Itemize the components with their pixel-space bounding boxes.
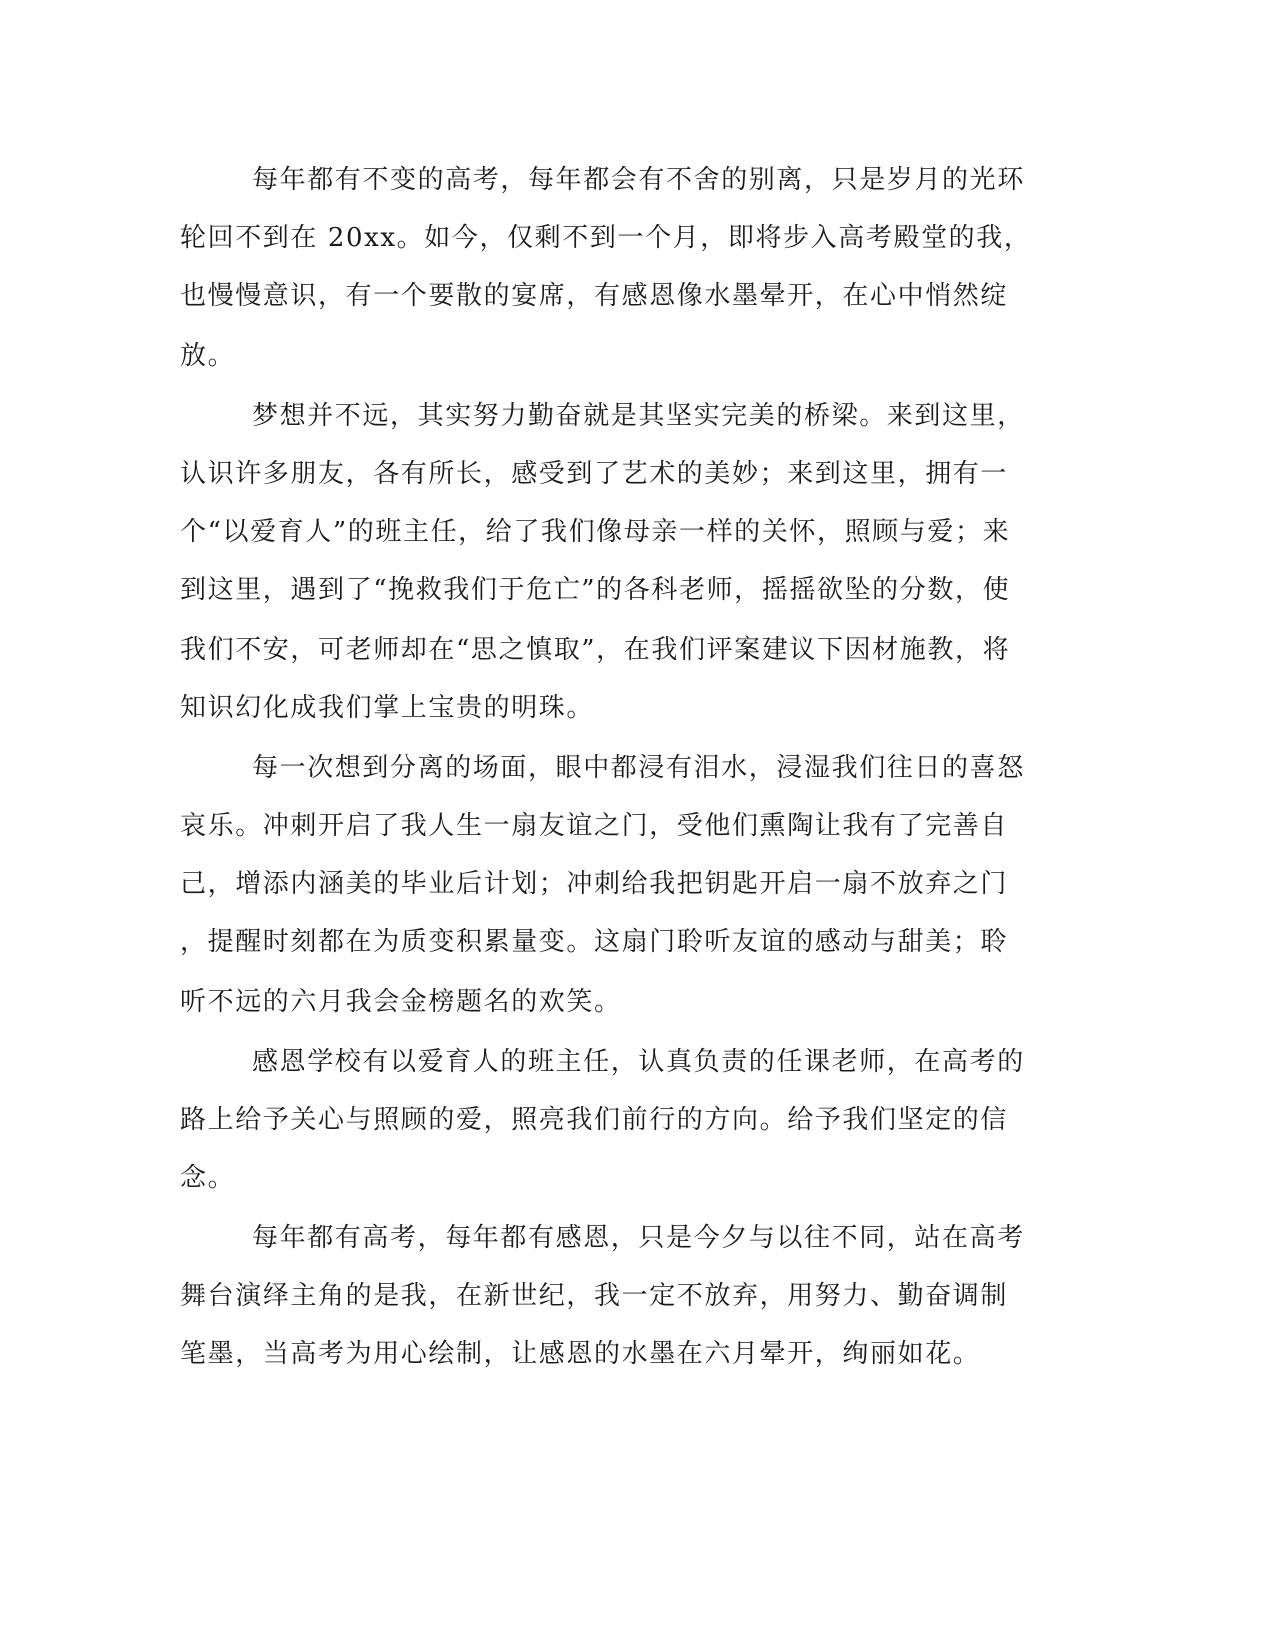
paragraph-3-line-4: ，提醒时刻都在为质变积累量变。这扇门聆听友谊的感动与甜美；聆 — [180, 927, 1009, 957]
paragraph-5-line-1: 每年都有高考，每年都有感恩，只是今夕与以往不同，站在高考 — [252, 1223, 1025, 1253]
paragraph-4-line-2: 路上给予关心与照顾的爱，照亮我们前行的方向。给予我们坚定的信 — [180, 1105, 1009, 1135]
paragraph-2-line-1: 梦想并不远，其实努力勤奋就是其坚实完美的桥梁。来到这里， — [252, 401, 1025, 431]
paragraph-3-line-3: 己，增添内涵美的毕业后计划；冲刺给我把钥匙开启一扇不放弃之门 — [180, 869, 1009, 899]
paragraph-3-line-5: 听不远的六月我会金榜题名的欢笑。 — [180, 987, 622, 1017]
paragraph-5-line-3: 笔墨，当高考为用心绘制，让感恩的水墨在六月晕开，绚丽如花。 — [180, 1339, 981, 1369]
paragraph-1-line-3: 也慢慢意识，有一个要散的宴席，有感恩像水墨晕开，在心中悄然绽 — [180, 281, 1009, 311]
paragraph-1-line-1: 每年都有不变的高考，每年都会有不舍的别离，只是岁月的光环 — [252, 165, 1025, 195]
paragraph-4-line-1: 感恩学校有以爱育人的班主任，认真负责的任课老师，在高考的 — [252, 1047, 1025, 1077]
paragraph-2-line-5: 我们不安，可老师却在“思之慎取”，在我们评案建议下因材施教，将 — [180, 635, 1011, 665]
paragraph-2-line-3: 个“以爱育人”的班主任，给了我们像母亲一样的关怀，照顾与爱；来 — [180, 517, 1011, 547]
paragraph-5-line-2: 舞台演绎主角的是我，在新世纪，我一定不放弃，用努力、勤奋调制 — [180, 1281, 1009, 1311]
paragraph-2-line-4: 到这里，遇到了“挽救我们于危亡”的各科老师，摇摇欲坠的分数，使 — [180, 575, 1011, 605]
paragraph-1-line-2: 轮回不到在 20xx。如今，仅剩不到一个月，即将步入高考殿堂的我， — [180, 223, 1032, 253]
paragraph-3-line-2: 哀乐。冲刺开启了我人生一扇友谊之门，受他们熏陶让我有了完善自 — [180, 811, 1009, 841]
paragraph-4-line-3: 念。 — [180, 1163, 236, 1193]
paragraph-3-line-1: 每一次想到分离的场面，眼中都浸有泪水，浸湿我们往日的喜怒 — [252, 753, 1025, 783]
paragraph-2-line-6: 知识幻化成我们掌上宝贵的明珠。 — [180, 693, 595, 723]
paragraph-1-line-4: 放。 — [180, 341, 236, 371]
paragraph-2-line-2: 认识许多朋友，各有所长，感受到了艺术的美妙；来到这里，拥有一 — [180, 459, 1009, 489]
